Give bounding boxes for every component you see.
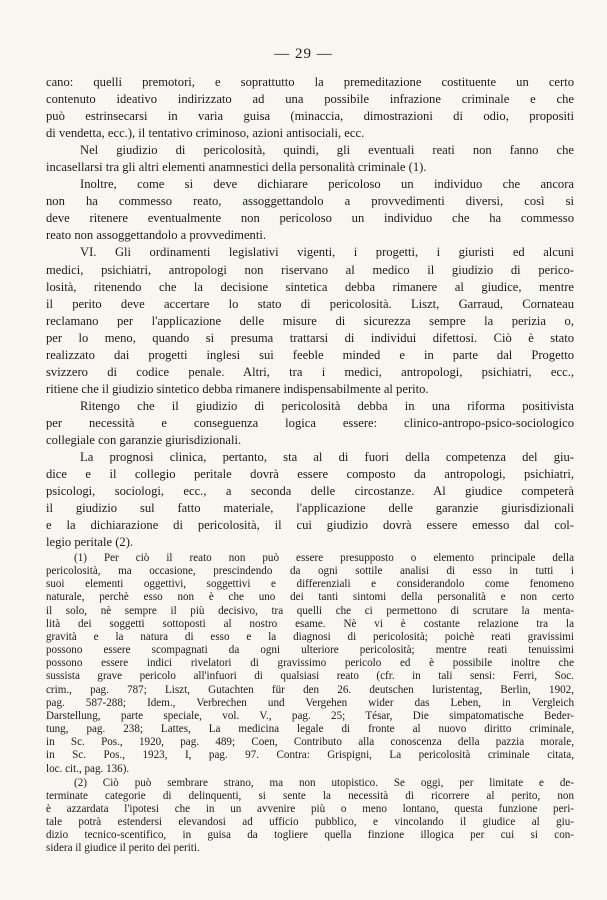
footnote-line: pag. 587-288; Idem., Verbrechen und Vergehen wider das Leben, in Vergleich (46, 696, 574, 709)
footnote-line: in Sc. Pos., 1923, I, pag. 97. Contra: Grispigni, La pericolosità criminale citata, (46, 749, 574, 762)
footnote-line: sussista grave pericolo all'infuori di qualsiasi reato (cfr. in tali sensi: Ferri, Soc. (46, 670, 574, 683)
text-line: il perito deve accertare lo stato di pericolosità. Liszt, Garraud, Cornateau (46, 296, 574, 311)
text-line: incasellarsi tra gli altri elementi anamnestici della personalità criminale (1). (46, 160, 427, 175)
text-line: collegiale con garanzie giurisdizionali. (46, 432, 242, 447)
footnote-line: è azzardata l'ipotesi che in un avvenire più o meno lontano, questa funzione peri- (46, 802, 574, 815)
paragraph (46, 176, 574, 244)
text-line: per lo meno, quando si presuma trattarsi di individui difettosi. Ciò è stato (46, 330, 574, 345)
text-line: ritiene che il giudizio sintetico debba rimanere indispensabilmente al perito. (46, 381, 429, 396)
text-line: di vendetta, ecc.), il tentativo criminoso, azioni antisociali, ecc. (46, 126, 365, 141)
footnote-line: pericolosità, ma occasione, prescindendo da ogni sottile analisi di esso in tutti i (46, 565, 574, 578)
text-line: può estrinsecarsi in varia guisa (minaccia, dimostrazioni di odio, propositi (46, 109, 574, 124)
footnote-line: tung, pag. 238; Lattes, La medicina legale di fronte al nuovo diritto criminale, (46, 723, 574, 736)
footnote-2 (46, 777, 574, 856)
text-line: VI. Gli ordinamenti legislativi vigenti, i progetti, i giuristi ed alcuni (80, 245, 574, 260)
text-line: non ha commesso reato, assoggettandolo a provvedimenti diversi, così si (46, 194, 574, 209)
footnote-line: terminate categorie di delinquenti, si sente la necessità di ricorrere al perito, non (46, 789, 574, 802)
footnote-line: crim., pag. 787; Liszt, Gutachten für den 26. deutschen Iuristentag, Berlin, 1902, (46, 683, 574, 696)
footnotes (46, 552, 574, 857)
text-line: per necessità e conseguenza logica essere: clinico-antropo-psico-sociologico (46, 415, 574, 430)
footnote-line: in Sc. Pos., 1920, pag. 489; Coen, Contributo alla conoscenza della pazzia morale, (46, 736, 574, 749)
footnote-line: gravità e la natura di esso e la diagnosi di pericolosità; poichè reati gravissimi (46, 630, 574, 643)
text-line: legio peritale (2). (46, 535, 134, 550)
text-line: cano: quelli premotori, e soprattutto la premeditazione costituente un certo (46, 75, 574, 89)
paragraph (46, 449, 574, 551)
text-line: il giudizio sul fatto materiale, l'applicazione delle garanzie giurisdizionali (46, 501, 574, 516)
footnote-line: il solo, nè sempre il più decisivo, tra quelli che ci permettono di scrutare la menta- (46, 604, 574, 617)
page-number: — 29 — (274, 46, 333, 62)
footnote-line: loc. cit., pag. 136). (46, 762, 130, 775)
text-line: svizzero di codice penale. Altri, tra i medici, antropologi, psichiatri, ecc., (46, 364, 574, 379)
text-line: dice e il collegio peritale dovrà essere composto da antropologi, psichiatri, (46, 467, 574, 482)
text-line: Nel giudizio di pericolosità, quindi, gli eventuali reati non fanno che (80, 143, 574, 158)
text-line: realizzato dai progetti inglesi sui feeble minded e in parte dal Progetto (46, 347, 574, 362)
text-line: Inoltre, come si deve dichiarare pericoloso un individuo che ancora (80, 177, 574, 192)
footnote-line: tale potrà estendersi elevandosi ad ufficio pubblico, e vincolando il giudice al giu- (46, 816, 574, 829)
footnote-line: lità dei soggetti sottoposti al nostro esame. Nè vi è costante relazione tra la (46, 617, 574, 630)
text-line: psicologi, sociologi, ecc., a seconda delle circostanze. Al giudice competerà (46, 484, 574, 499)
footnote-line: sidera il giudice il perito dei periti. (46, 842, 200, 855)
text-line: reato non assoggettandolo a provvedimenti. (46, 228, 266, 243)
footnote-line: dizio tecnico-scentifico, in guisa da togliere quella finzione illogica per cui si con- (46, 829, 574, 842)
footnote-line: Darstellung, parte speciale, vol. V., pag. 25; Tésar, Die simpatomatische Beder- (46, 709, 574, 722)
paragraph (46, 398, 574, 449)
body-text (46, 74, 574, 551)
footnote-line: (2) Ciò può sembrare strano, ma non utopistico. Se oggi, per limitate e de- (74, 776, 574, 789)
text-line: Ritengo che il giudizio di pericolosità debba in una riforma positivista (80, 398, 574, 413)
paragraph (46, 142, 574, 176)
footnote-line: naturale, perchè esso non è che uno dei tanti sintomi della personalità e non certo (46, 591, 574, 604)
footnote-1 (46, 552, 574, 776)
text-line: La prognosi clinica, pertanto, sta al di fuori della competenza del giu- (80, 450, 574, 465)
paragraph (46, 74, 574, 142)
footnote-line: possono essere indici rivelatori di gravissimo pericolo ed è possibile inoltre che (46, 657, 574, 670)
paragraph (46, 244, 574, 397)
text-line: losità, ritenendo che la decisione sintetica debba rimanere al giudice, mentre (46, 279, 574, 294)
text-line: contenuto ideativo indirizzato ad una possibile infrazione criminale e che (46, 92, 574, 107)
footnote-line: suoi elementi oggettivi, soggettivi e differenziali e considerandolo come fenomeno (46, 578, 574, 591)
text-line: deve ritenere eventualmente non pericoloso un individuo che ha commesso (46, 211, 574, 226)
footnote-line: (1) Per ciò il reato non può essere presupposto o elemento principale della (74, 552, 574, 564)
text-line: medici, psichiatri, antropologi non riservano al medico il giudizio di perico- (46, 262, 574, 277)
footnote-line: possono essere scompagnati da ogni ulteriore pericolosità; mentre reati tenuissimi (46, 644, 574, 657)
text-line: reclamano per l'applicazione delle misure di sicurezza sempre la perizia o, (46, 313, 574, 328)
text-line: e la dichiarazione di pericolosità, il cui giudizio dovrà essere emesso dal col- (46, 518, 574, 533)
